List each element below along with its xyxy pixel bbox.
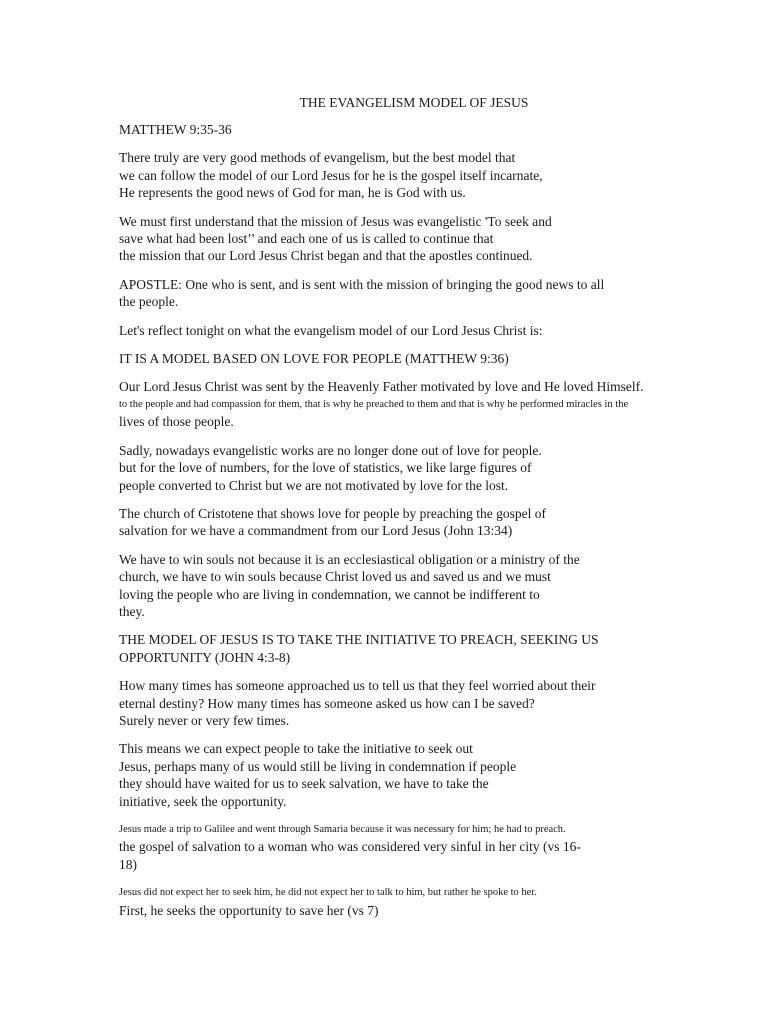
text-line: save what had been lost’’ and each one of us is called to continue that bbox=[119, 231, 494, 247]
text-line: people converted to Christ but we are not motivated by love for the lost. bbox=[119, 477, 509, 493]
text-line: IT IS A MODEL BASED ON LOVE FOR PEOPLE (MATTHEW 9:36) bbox=[119, 351, 509, 367]
text-line: MATTHEW 9:35-36 bbox=[119, 122, 232, 137]
text-line: eternal destiny? How many times has someone asked us how can I be saved? bbox=[119, 695, 535, 711]
text-line: The church of Cristotene that shows love for people by preaching the gospel of bbox=[119, 505, 547, 521]
text-line: initiative, seek the opportunity. bbox=[119, 793, 287, 809]
section-heading-initiative bbox=[119, 631, 699, 666]
text-line: We have to win souls not because it is an ecclesiastical obligation or a ministry of the bbox=[119, 551, 580, 567]
document-page bbox=[119, 94, 699, 930]
paragraph-best-model bbox=[119, 149, 699, 201]
section-heading-love bbox=[119, 350, 699, 367]
text-line: Jesus made a trip to Galilee and went through Samaria because it was necessary for him; he had to preach. bbox=[119, 824, 566, 835]
text-line: the people. bbox=[119, 294, 179, 310]
text-line: APOSTLE: One who is sent, and is sent with the mission of bringing the good news to all bbox=[119, 276, 605, 292]
paragraph-mission bbox=[119, 213, 699, 265]
text-line: We must first understand that the mission of Jesus was evangelistic 'To seek and bbox=[119, 213, 552, 229]
text-line: we can follow the model of our Lord Jesus for he is the gospel itself incarnate, bbox=[119, 167, 543, 183]
text-line: to the people and had compassion for them, that is why he preached to them and that is why he performed miracles in the bbox=[119, 398, 629, 410]
text-line: OPPORTUNITY (JOHN 4:3-8) bbox=[119, 649, 291, 665]
paragraph-this-means bbox=[119, 740, 699, 810]
text-line: Sadly, nowadays evangelistic works are no longer done out of love for people. bbox=[119, 442, 542, 458]
text-line: Jesus did not expect her to seek him, he did not expect her to talk to him, but rather he spoke to her. bbox=[119, 887, 537, 899]
text-line: the mission that our Lord Jesus Christ began and that the apostles continued. bbox=[119, 248, 533, 264]
text-line: How many times has someone approached us to tell us that they feel worried about their bbox=[119, 678, 596, 694]
text-line: church, we have to win souls because Christ loved us and saved us and we must bbox=[119, 569, 551, 585]
text-line: loving the people who are living in condemnation, we cannot be indifferent to bbox=[119, 586, 540, 602]
text-line: Surely never or very few times. bbox=[119, 712, 290, 728]
text-line: There truly are very good methods of evangelism, but the best model that bbox=[119, 150, 516, 166]
paragraph-how-many-times bbox=[119, 677, 699, 729]
text-line: the gospel of salvation to a woman who was considered very sinful in her city (vs 16- bbox=[119, 839, 581, 855]
scripture-reference bbox=[119, 121, 699, 138]
text-line: but for the love of numbers, for the love of statistics, we like large figures of bbox=[119, 460, 532, 476]
paragraph-apostle-definition bbox=[119, 276, 699, 311]
text-line: Our Lord Jesus Christ was sent by the Heavenly Father motivated by love and He loved Himself. bbox=[119, 379, 644, 395]
text-line: they. bbox=[119, 603, 145, 619]
text-line: salvation for we have a commandment from our Lord Jesus (John 13:34) bbox=[119, 523, 513, 539]
paragraph-sent-by-father bbox=[119, 378, 699, 430]
text-line: Jesus, perhaps many of us would still be living in condemnation if people bbox=[119, 758, 517, 774]
text-line: lives of those people. bbox=[119, 414, 234, 430]
paragraph-did-not-expect bbox=[119, 884, 699, 919]
paragraph-win-souls bbox=[119, 551, 699, 621]
text-line: He represents the good news of God for man, he is God with us. bbox=[119, 185, 466, 201]
paragraph-sadly bbox=[119, 442, 699, 494]
text-line: First, he seeks the opportunity to save her (vs 7) bbox=[119, 902, 379, 918]
paragraph-church bbox=[119, 505, 699, 540]
document-title: THE EVANGELISM MODEL OF JESUS bbox=[299, 95, 529, 110]
text-line: Let's reflect tonight on what the evangelism model of our Lord Jesus Christ is: bbox=[119, 322, 543, 338]
text-line: THE MODEL OF JESUS IS TO TAKE THE INITIATIVE TO PREACH, SEEKING US bbox=[119, 632, 599, 648]
paragraph-trip-to-galilee bbox=[119, 821, 699, 873]
text-line: they should have waited for us to seek salvation, we have to take the bbox=[119, 776, 489, 792]
text-line: This means we can expect people to take the initiative to seek out bbox=[119, 741, 473, 757]
text-line: 18) bbox=[119, 856, 137, 872]
paragraph-reflect bbox=[119, 322, 699, 339]
